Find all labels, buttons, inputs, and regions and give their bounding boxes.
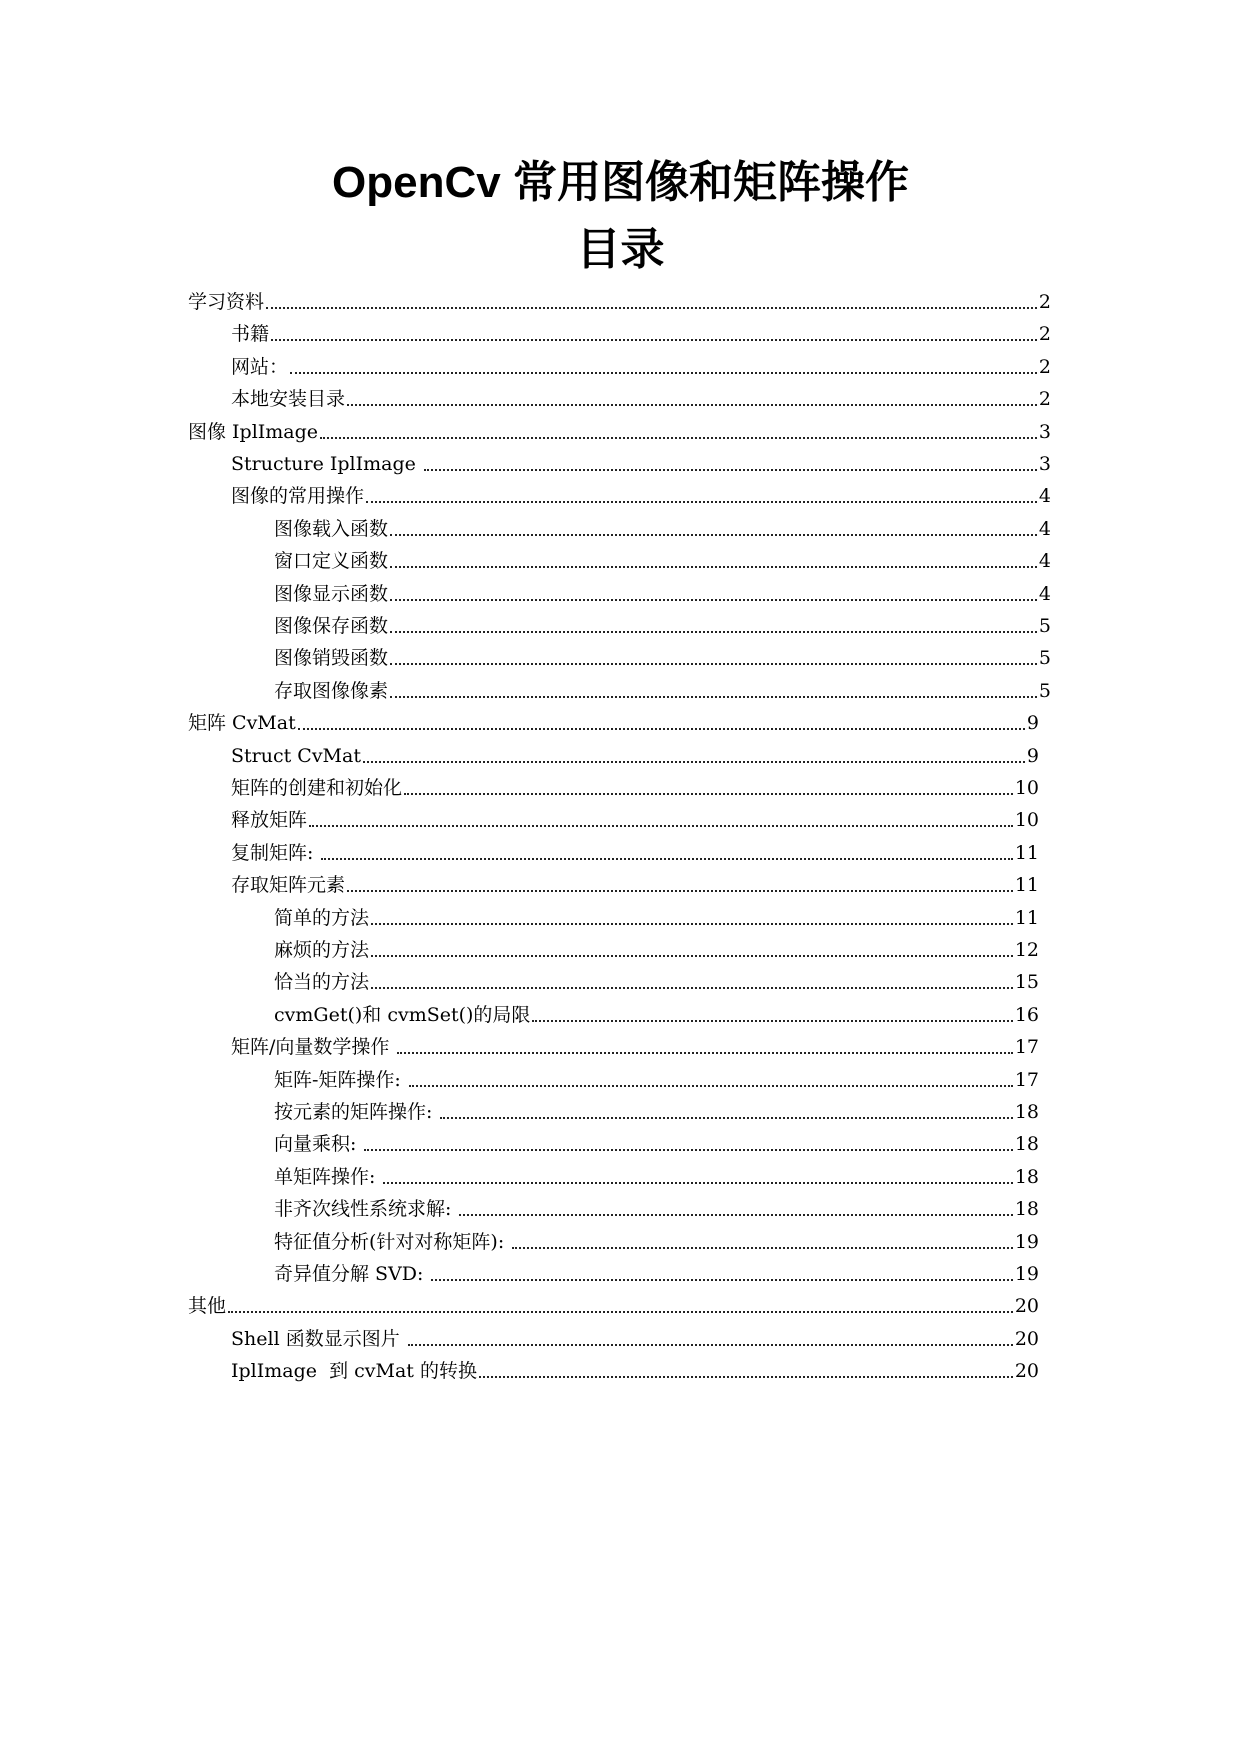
toc-entry-label: 图像显示函数 — [274, 583, 389, 605]
toc-entry-label: 简单的方法 — [274, 907, 370, 929]
toc-entry-label: 图像 IplImage — [188, 421, 319, 443]
toc-entry[interactable] — [274, 1124, 1039, 1156]
toc-entry[interactable] — [188, 1286, 1039, 1318]
dot-leader — [320, 437, 1037, 439]
toc-page-number: 11 — [1014, 907, 1039, 929]
toc-entry[interactable] — [274, 898, 1039, 930]
toc-page-number: 17 — [1014, 1036, 1039, 1058]
toc-entry-label: 其他 — [188, 1295, 227, 1317]
toc-page-number: 15 — [1014, 971, 1039, 993]
toc-page-number: 2 — [1038, 291, 1051, 313]
toc-entry[interactable] — [231, 768, 1039, 800]
dot-leader — [390, 663, 1037, 665]
dot-leader — [383, 1182, 1012, 1184]
toc-entry[interactable] — [274, 671, 1051, 703]
toc-page-number: 11 — [1014, 874, 1039, 896]
toc-entry[interactable] — [274, 638, 1051, 670]
toc-entry[interactable] — [274, 1157, 1039, 1189]
toc-entry[interactable] — [231, 1319, 1039, 1351]
toc-page-number: 11 — [1014, 842, 1039, 864]
dot-leader — [408, 1344, 1013, 1346]
toc-entry[interactable] — [231, 865, 1039, 897]
toc-entry-label: 矩阵的创建和初始化 — [231, 777, 403, 799]
toc-entry[interactable] — [274, 1254, 1039, 1286]
toc-entry[interactable] — [231, 833, 1039, 865]
toc-page-number: 20 — [1014, 1328, 1039, 1350]
toc-entry-label: 复制矩阵: — [231, 842, 320, 864]
toc-entry[interactable] — [274, 1189, 1039, 1221]
toc-entry[interactable] — [274, 606, 1051, 638]
toc-entry[interactable] — [231, 347, 1051, 379]
toc-entry[interactable] — [274, 1222, 1039, 1254]
toc-entry[interactable] — [274, 995, 1039, 1027]
dot-leader — [512, 1247, 1013, 1249]
toc-page-number: 18 — [1014, 1133, 1039, 1155]
toc-entry-label: 按元素的矩阵操作: — [274, 1101, 439, 1123]
toc-page-number: 18 — [1014, 1198, 1039, 1220]
toc-page-number: 3 — [1038, 453, 1051, 475]
toc-page-number: 5 — [1038, 647, 1051, 669]
toc-page-number: 5 — [1038, 680, 1051, 702]
toc-entry[interactable] — [188, 282, 1051, 314]
toc-entry[interactable] — [274, 930, 1039, 962]
toc-entry-label: 矩阵 CvMat — [188, 712, 296, 734]
toc-page-number: 4 — [1038, 583, 1051, 605]
dot-leader — [266, 307, 1037, 309]
toc-page-number: 2 — [1038, 356, 1051, 378]
toc-page-number: 16 — [1014, 1004, 1039, 1026]
toc-entry[interactable] — [274, 509, 1051, 541]
dot-leader — [390, 599, 1037, 601]
toc-entry-label: 本地安装目录 — [231, 388, 346, 410]
toc-page-number: 20 — [1014, 1360, 1039, 1382]
toc-entry-label: Struct CvMat — [231, 745, 361, 767]
dot-leader — [371, 923, 1013, 925]
toc-page-number: 4 — [1038, 550, 1051, 572]
toc-page-number: 9 — [1026, 745, 1039, 767]
dot-leader — [390, 534, 1037, 536]
dot-leader — [290, 372, 1037, 374]
dot-leader — [390, 566, 1037, 568]
toc-entry-label: 存取图像像素 — [274, 680, 389, 702]
toc-entry-label: 向量乘积: — [274, 1133, 363, 1155]
dot-leader — [532, 1020, 1012, 1022]
dot-leader — [397, 1052, 1012, 1054]
dot-leader — [459, 1214, 1012, 1216]
toc-entry[interactable] — [231, 800, 1039, 832]
dot-leader — [347, 404, 1037, 406]
dot-leader — [440, 1117, 1012, 1119]
toc-entry-label: 恰当的方法 — [274, 971, 370, 993]
dot-leader — [479, 1376, 1013, 1378]
toc-page-number: 5 — [1038, 615, 1051, 637]
toc-entry[interactable] — [231, 379, 1051, 411]
toc-page-number: 17 — [1014, 1069, 1039, 1091]
toc-page-number: 19 — [1014, 1263, 1039, 1285]
toc-entry-label: 矩阵-矩阵操作: — [274, 1069, 407, 1091]
toc-entry-label: 矩阵/向量数学操作 — [231, 1036, 396, 1058]
toc-entry-label: 图像保存函数 — [274, 615, 389, 637]
toc-entry-label: 释放矩阵 — [231, 809, 308, 831]
toc-entry-label: 网站： — [231, 356, 289, 378]
toc-entry[interactable] — [188, 412, 1051, 444]
toc-entry[interactable] — [231, 314, 1051, 346]
toc-page-number: 20 — [1014, 1295, 1039, 1317]
toc-page-number: 18 — [1014, 1166, 1039, 1188]
toc-page-number: 18 — [1014, 1101, 1039, 1123]
toc-page-number: 2 — [1038, 323, 1051, 345]
toc-entry[interactable] — [274, 541, 1051, 573]
toc-page-number: 12 — [1014, 939, 1039, 961]
toc-entry[interactable] — [274, 1060, 1039, 1092]
toc-entry-label: 书籍 — [231, 323, 270, 345]
dot-leader — [366, 501, 1037, 503]
toc-entry-label: 图像的常用操作 — [231, 485, 365, 507]
toc-heading: 目录 — [576, 225, 665, 274]
toc-page-number: 19 — [1014, 1231, 1039, 1253]
toc-entry-label: 存取矩阵元素 — [231, 874, 346, 896]
dot-leader — [363, 761, 1025, 763]
dot-leader — [309, 825, 1013, 827]
toc-entry-label: 学习资料 — [188, 291, 265, 313]
toc-entry-label: 非齐次线性系统求解: — [274, 1198, 458, 1220]
dot-leader — [390, 696, 1037, 698]
dot-leader — [271, 339, 1037, 341]
toc-entry[interactable] — [231, 444, 1051, 476]
toc-entry-label: 图像销毁函数 — [274, 647, 389, 669]
toc-page-number: 4 — [1038, 485, 1051, 507]
toc-entry[interactable] — [188, 703, 1039, 735]
dot-leader — [371, 955, 1013, 957]
toc-entry[interactable] — [231, 476, 1051, 508]
dot-leader — [364, 1149, 1012, 1151]
toc-entry-label: Structure IplImage — [231, 453, 422, 475]
toc-entry[interactable] — [231, 736, 1039, 768]
toc-entry-label: Shell 函数显示图片 — [231, 1328, 406, 1350]
dot-leader — [298, 728, 1025, 730]
toc-entry[interactable] — [231, 1027, 1039, 1059]
toc-entry[interactable] — [274, 962, 1039, 994]
toc-entry-label: cvmGet()和 cvmSet()的局限 — [274, 1004, 531, 1026]
toc-page-number: 4 — [1038, 518, 1051, 540]
toc-entry-label: 麻烦的方法 — [274, 939, 370, 961]
toc-entry-label: 奇异值分解 SVD: — [274, 1263, 430, 1285]
document-title: OpenCv 常用图像和矩阵操作 — [332, 158, 909, 207]
toc-entry[interactable] — [274, 1092, 1039, 1124]
dot-leader — [404, 793, 1013, 795]
toc-page-number: 10 — [1014, 777, 1039, 799]
toc-page-number: 10 — [1014, 809, 1039, 831]
dot-leader — [409, 1085, 1013, 1087]
dot-leader — [390, 631, 1037, 633]
dot-leader — [321, 858, 1012, 860]
dot-leader — [347, 890, 1013, 892]
dot-leader — [228, 1311, 1013, 1313]
toc-page-number: 2 — [1038, 388, 1051, 410]
dot-leader — [371, 987, 1013, 989]
toc-entry-label: 图像载入函数 — [274, 518, 389, 540]
toc-entry-label: 窗口定义函数 — [274, 550, 389, 572]
toc-page-number: 3 — [1038, 421, 1051, 443]
toc-entry[interactable] — [274, 574, 1051, 606]
toc-entry-label: IplImage 到 cvMat 的转换 — [231, 1360, 477, 1382]
dot-leader — [424, 469, 1037, 471]
toc-entry[interactable] — [231, 1351, 1039, 1383]
toc-page-number: 9 — [1026, 712, 1039, 734]
dot-leader — [431, 1279, 1012, 1281]
toc-entry-label: 特征值分析(针对对称矩阵): — [274, 1231, 511, 1253]
toc-entry-label: 单矩阵操作: — [274, 1166, 382, 1188]
